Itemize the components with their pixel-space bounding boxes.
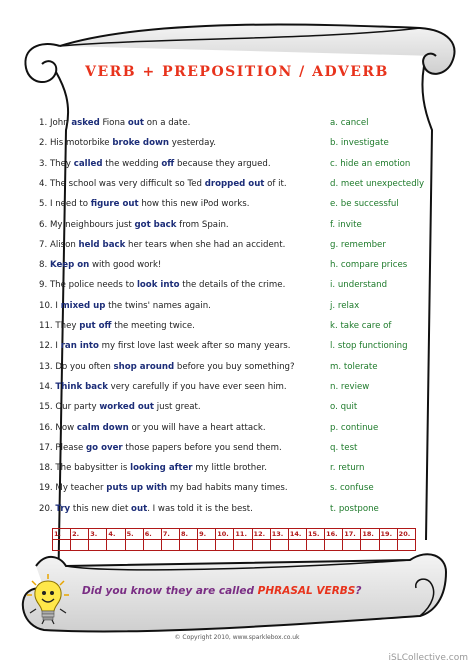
sentence-number: 13. xyxy=(39,361,53,372)
sentence-text: with good work! xyxy=(89,260,162,271)
meaning-item: o. quit xyxy=(330,402,358,413)
phrasal-verb: looking after xyxy=(130,463,193,474)
sentence-text: my little brother. xyxy=(192,463,268,474)
sentence-text: The school was very difficult so Ted xyxy=(49,178,205,189)
sentence-item xyxy=(39,402,329,413)
sentence-text: my first love last week after so many years. xyxy=(98,341,291,352)
sentence-number: 14. xyxy=(39,381,53,392)
sentence-text: those papers before you send them. xyxy=(122,442,282,453)
meaning-item: j. relax xyxy=(330,300,360,311)
sentence-text: I need to xyxy=(49,199,91,210)
answer-grid-number: 14. xyxy=(288,529,306,540)
phrasal-verb: shop around xyxy=(113,361,175,372)
answer-grid-blank[interactable] xyxy=(107,540,125,551)
phrasal-verb: Keep on xyxy=(49,260,90,271)
phrasal-verb: worked out xyxy=(99,402,154,413)
sentence-item xyxy=(39,179,329,190)
phrasal-verb: Try xyxy=(55,503,71,514)
lightbulb-icon xyxy=(26,573,70,625)
meaning-item: h. compare prices xyxy=(330,260,408,271)
answer-grid-number: 3. xyxy=(89,529,107,540)
sentence-number: 2. xyxy=(39,138,48,149)
sentence-text: very carefully if you have ever seen him. xyxy=(107,381,287,392)
phrasal-verb: got back xyxy=(134,219,177,230)
answer-grid-number: 17. xyxy=(343,529,361,540)
sentence-number: 19. xyxy=(39,483,53,494)
watermark: iSLCollective.com xyxy=(388,653,468,663)
sentence-number: 5. xyxy=(39,199,48,210)
sentence-number: 11. xyxy=(39,321,53,331)
sentence-text: My neighbours just xyxy=(49,219,135,230)
sentence-item xyxy=(39,443,329,454)
sentence-text: Fiona xyxy=(99,118,128,128)
sentence-item xyxy=(39,260,329,271)
sentence-text: or you will have a heart attack. xyxy=(128,422,266,433)
phrasal-verb: figure out xyxy=(90,199,139,210)
meaning-item: s. confuse xyxy=(330,483,374,494)
sentence-number: 4. xyxy=(39,178,48,189)
sentence-text: I xyxy=(55,341,61,352)
phrasal-verb: held back xyxy=(78,239,126,250)
sentence-text: Please xyxy=(55,442,87,453)
sentence-number: 7. xyxy=(39,239,48,250)
sentence-text: the wedding xyxy=(102,158,162,169)
sentence-item xyxy=(39,321,329,332)
sentence-text: . I was told it is the best. xyxy=(147,503,253,514)
phrasal-verb: calm down xyxy=(76,422,129,433)
meaning-item: n. review xyxy=(330,381,370,392)
answer-grid-number: 19. xyxy=(379,529,397,540)
sentence-item xyxy=(39,159,329,170)
phrasal-verb: look into xyxy=(136,280,180,291)
phrasal-verb: out xyxy=(127,118,145,128)
answer-grid-number: 1. xyxy=(53,529,71,540)
answer-grid-blank[interactable] xyxy=(143,540,161,551)
answer-grid-blank[interactable] xyxy=(216,540,234,551)
sentence-text: because they argued. xyxy=(174,158,271,169)
sentence-number: 18. xyxy=(39,463,53,474)
sentence-text: The police needs to xyxy=(49,280,137,291)
answer-grid-number: 5. xyxy=(125,529,143,540)
sentence-number: 15. xyxy=(39,402,53,413)
meaning-item: e. be successful xyxy=(330,199,399,210)
answer-grid-blank[interactable] xyxy=(270,540,288,551)
sentence-text: Our party xyxy=(55,402,100,413)
answer-grid-number: 6. xyxy=(143,529,161,540)
worksheet-title: VERB + PREPOSITION / ADVERB xyxy=(85,64,389,80)
sentence-number: 1. xyxy=(39,118,48,128)
answer-grid-number: 4. xyxy=(107,529,125,540)
sentence-text: I xyxy=(55,300,61,311)
answer-grid-blank[interactable] xyxy=(234,540,252,551)
answer-grid-blank[interactable] xyxy=(325,540,343,551)
answer-grid-number: 2. xyxy=(71,529,89,540)
answer-grid-blank[interactable] xyxy=(252,540,270,551)
answer-grid-blank[interactable] xyxy=(198,540,216,551)
sentence-text: the twins' names again. xyxy=(105,300,211,311)
sentence-text: Do you often xyxy=(55,361,114,372)
sentence-text: Alison xyxy=(49,239,79,250)
sentence-item xyxy=(39,504,329,515)
sentence-text: John xyxy=(49,118,72,128)
sentence-text: The babysitter is xyxy=(55,463,131,474)
sentence-text: the details of the crime. xyxy=(179,280,286,291)
answer-grid-numbers xyxy=(53,529,416,540)
phrasal-verb: asked xyxy=(71,118,100,128)
sentence-item xyxy=(39,382,329,393)
answer-grid-number: 11. xyxy=(234,529,252,540)
phrasal-verb: out xyxy=(131,503,148,514)
meaning-item: m. tolerate xyxy=(330,361,378,372)
meaning-item: k. take care of xyxy=(330,321,392,331)
meaning-item: l. stop functioning xyxy=(330,341,408,352)
sentence-text: how this new iPod works. xyxy=(138,199,250,210)
sentence-number: 9. xyxy=(39,280,48,291)
sentence-text: the meeting twice. xyxy=(111,321,195,331)
meaning-item: d. meet unexpectedly xyxy=(330,178,425,189)
sentence-number: 20. xyxy=(39,503,53,514)
phrasal-verb: ran into xyxy=(60,341,99,352)
answer-grid-blank[interactable] xyxy=(306,540,324,551)
phrasal-verb: broke down xyxy=(112,138,170,149)
sentence-number: 10. xyxy=(39,300,53,311)
answer-grid-number: 12. xyxy=(252,529,270,540)
answer-grid-blank[interactable] xyxy=(89,540,107,551)
sentence-text: of it. xyxy=(264,178,287,189)
meaning-item: p. continue xyxy=(330,422,379,433)
answer-grid-number: 7. xyxy=(161,529,179,540)
sentence-text: before you buy something? xyxy=(174,361,295,372)
sentence-item xyxy=(39,199,329,210)
phrasal-verb: off xyxy=(161,158,175,169)
sentence-number: 3. xyxy=(39,158,48,169)
sentence-item xyxy=(39,220,329,231)
phrasal-verb: mixed up xyxy=(60,300,106,311)
sentence-item xyxy=(39,138,329,149)
sentence-text: They xyxy=(49,158,74,169)
answer-grid-blank[interactable] xyxy=(53,540,71,551)
sentence-number: 17. xyxy=(39,442,53,453)
answer-grid-number: 16. xyxy=(325,529,343,540)
answer-grid-blank[interactable] xyxy=(361,540,379,551)
answer-grid-number: 10. xyxy=(216,529,234,540)
sentence-text: Now xyxy=(55,422,77,433)
sentence-item xyxy=(39,341,329,352)
answer-grid-blank[interactable] xyxy=(179,540,197,551)
copyright: © Copyright 2010, www.sparklebox.co.uk xyxy=(174,634,300,641)
phrasal-verb: called xyxy=(73,158,103,169)
answer-grid-blanks xyxy=(53,540,416,551)
question-mark: ? xyxy=(355,585,362,597)
sentence-text: my bad habits many times. xyxy=(167,483,288,494)
sentence-text: on a date. xyxy=(144,118,191,128)
phrasal-verb: puts up with xyxy=(106,483,168,494)
sentence-number: 12. xyxy=(39,341,53,352)
phrasal-verb: go over xyxy=(86,442,123,453)
phrasal-verb: put off xyxy=(79,321,112,331)
sentence-item xyxy=(39,463,329,474)
answer-grid xyxy=(52,528,416,551)
sentence-item xyxy=(39,240,329,251)
sentence-item xyxy=(39,423,329,434)
sentence-text: My teacher xyxy=(55,483,107,494)
sentence-item xyxy=(39,280,329,291)
answer-grid-blank[interactable] xyxy=(343,540,361,551)
sentence-item xyxy=(39,118,329,129)
phrasal-verb: Think back xyxy=(55,381,108,392)
question-text: Did you know they are called xyxy=(82,585,258,597)
sentence-text: just great. xyxy=(154,402,201,413)
meaning-item: q. test xyxy=(330,442,358,453)
sentence-item xyxy=(39,483,329,494)
answer-grid-blank[interactable] xyxy=(161,540,179,551)
answer-grid-blank[interactable] xyxy=(397,540,415,551)
sentence-text: this new diet xyxy=(70,503,132,514)
sentence-item xyxy=(39,301,329,312)
answer-grid-number: 13. xyxy=(270,529,288,540)
sentence-text: His motorbike xyxy=(49,138,113,149)
answer-grid-blank[interactable] xyxy=(379,540,397,551)
question-emphasis: PHRASAL VERBS xyxy=(257,585,356,597)
meaning-item: f. invite xyxy=(330,219,362,230)
sentence-item xyxy=(39,362,329,373)
answer-grid-blank[interactable] xyxy=(288,540,306,551)
answer-grid-number: 18. xyxy=(361,529,379,540)
sentence-text: from Spain. xyxy=(176,219,229,230)
answer-grid-number: 20. xyxy=(397,529,415,540)
meaning-item: g. remember xyxy=(330,239,386,250)
sentence-text: her tears when she had an accident. xyxy=(125,239,286,250)
sentence-number: 6. xyxy=(39,219,48,230)
meaning-item: i. understand xyxy=(330,280,388,291)
sentence-text: yesterday. xyxy=(169,138,216,149)
answer-grid-number: 8. xyxy=(179,529,197,540)
answer-grid-blank[interactable] xyxy=(71,540,89,551)
sentence-number: 8. xyxy=(39,260,48,271)
answer-grid-blank[interactable] xyxy=(125,540,143,551)
meaning-item: b. investigate xyxy=(330,138,389,149)
phrasal-verbs-question xyxy=(82,585,361,597)
meaning-item: r. return xyxy=(330,463,365,474)
meaning-item: t. postpone xyxy=(330,503,379,514)
phrasal-verb: dropped out xyxy=(204,178,265,189)
meaning-item: c. hide an emotion xyxy=(330,158,411,169)
sentence-number: 16. xyxy=(39,422,53,433)
sentence-text: They xyxy=(55,321,80,331)
meaning-item: a. cancel xyxy=(330,118,369,128)
answer-grid-number: 9. xyxy=(198,529,216,540)
answer-grid-number: 15. xyxy=(306,529,324,540)
